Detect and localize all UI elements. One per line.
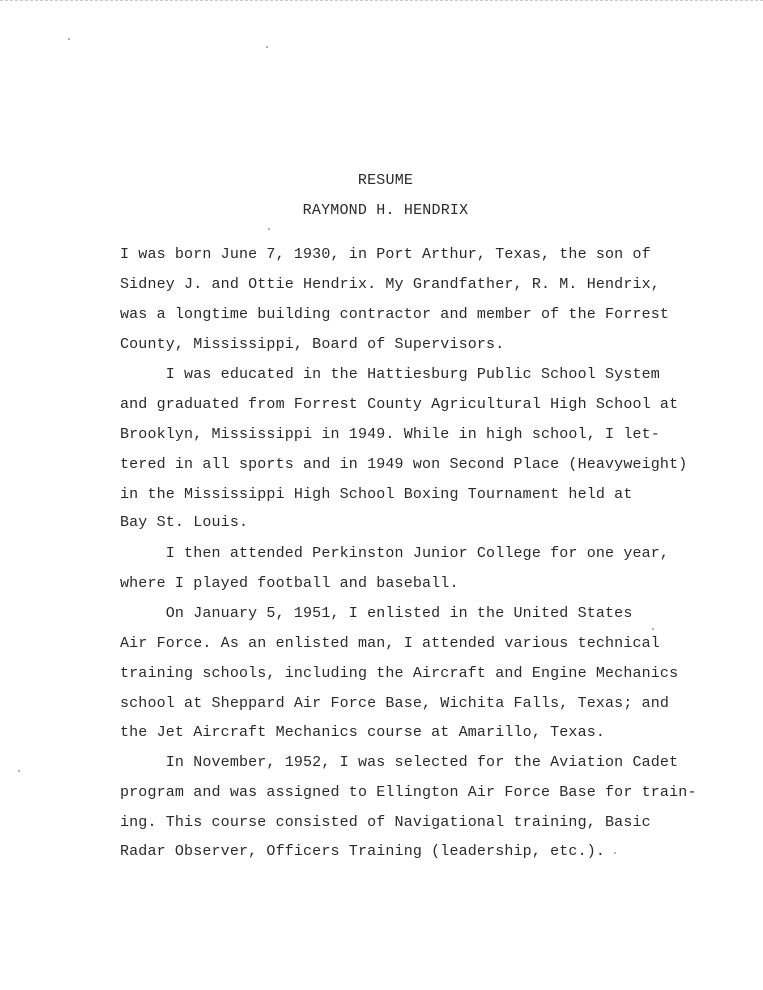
body-line: ing. This course consisted of Navigational training, Basic	[120, 814, 651, 831]
body-line: was a longtime building contractor and member of the Forrest	[120, 306, 670, 323]
body-line: Sidney J. and Ottie Hendrix. My Grandfather, R. M. Hendrix,	[120, 276, 660, 293]
page-top-border	[0, 0, 763, 1]
body-line: and graduated from Forrest County Agricultural High School at	[120, 396, 679, 413]
body-line: the Jet Aircraft Mechanics course at Amarillo, Texas.	[120, 724, 606, 741]
body-line: Brooklyn, Mississippi in 1949. While in high school, I let-	[120, 426, 660, 443]
scan-speck	[18, 770, 20, 772]
body-line: I was born June 7, 1930, in Port Arthur, Texas, the son of	[120, 246, 651, 263]
body-line: Radar Observer, Officers Training (leadership, etc.).	[120, 843, 606, 860]
body-line: Bay St. Louis.	[120, 514, 249, 531]
scan-speck	[614, 852, 616, 854]
scan-speck	[68, 38, 70, 40]
body-line: Air Force. As an enlisted man, I attended various technical	[120, 635, 660, 652]
body-line: I then attended Perkinston Junior College for one year,	[120, 545, 670, 562]
body-line: tered in all sports and in 1949 won Second Place (Heavyweight)	[120, 456, 688, 473]
body-line: school at Sheppard Air Force Base, Wichita Falls, Texas; and	[120, 695, 670, 712]
scan-speck	[652, 628, 654, 630]
scan-speck	[268, 228, 270, 230]
body-line: program and was assigned to Ellington Air Force Base for train-	[120, 784, 697, 801]
person-name: RAYMOND H. HENDRIX	[302, 202, 469, 219]
body-line: County, Mississippi, Board of Supervisors.	[120, 336, 505, 353]
body-line: I was educated in the Hattiesburg Public School System	[120, 366, 660, 383]
body-line: where I played football and baseball.	[120, 575, 459, 592]
scan-speck	[266, 46, 268, 48]
body-line: in the Mississippi High School Boxing Tournament held at	[120, 486, 633, 503]
document-title: RESUME	[357, 172, 414, 189]
body-line: training schools, including the Aircraft and Engine Mechanics	[120, 665, 679, 682]
body-line: In November, 1952, I was selected for the Aviation Cadet	[120, 754, 679, 771]
body-line: On January 5, 1951, I enlisted in the United States	[120, 605, 633, 622]
